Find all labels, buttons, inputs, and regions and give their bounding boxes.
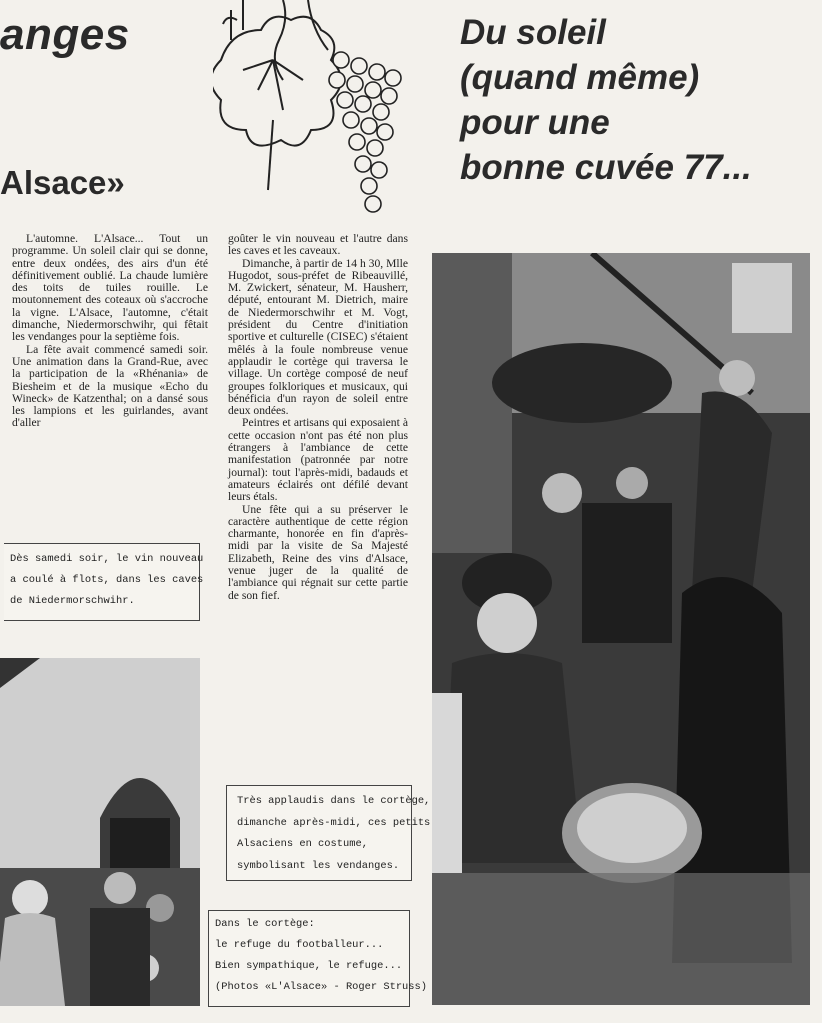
article-paragraph: L'automne. L'Alsace... Tout un programme. Un soleil clair qui se donne, entre deux ondées, des airs d'un été définitivement oublié. La chaude lumière des toits de tuiles rouille. Le moutonnement des coteaux où s'accroche la vigne. L'Alsace, l'automne, c'était dimanche, Niedermorschwihr, qui fêtait les vendanges pour la septième fois. [12,232,208,344]
photo-children-procession [432,253,810,1005]
caption-line: Alsaciens en costume, [237,838,368,850]
headline-right-line-4: bonne cuvée 77... [460,148,752,187]
headline-right-line-3: pour une [460,103,610,142]
caption-line: (Photos «L'Alsace» - Roger Struss) [215,981,428,993]
article-column-2 [228,233,408,602]
headline-right [460,10,810,190]
headline-right-line-1: Du soleil [460,13,606,52]
photo-caption-box [4,543,204,621]
article-paragraph: Une fête qui a su préserver le caractère authentique de cette région charmante, honorée en fin d'après-midi par la visite de Sa Majesté Elizabeth, Reine des vins d'Alsace, venue juger de la qualité de l'ambiance qui régnait sur cette partie de son fief. [228,502,408,602]
caption-line: Dès samedi soir, le vin nouveau [10,553,204,565]
caption-line: a coulé à flots, dans les caves [10,574,204,586]
caption-line: Très applaudis dans le cortège, [237,795,431,807]
headline-left-fragment: anges [0,10,130,59]
grape-vine-illustration [213,0,413,220]
article-paragraph: Peintres et artisans qui exposaient à cette occasion n'ont pas été non plus étrangers à l'ambiance de cette manifestation (patronnée par notre journal): tout l'après-midi, badauds et amateurs éclairés ont défilé devant leurs étals. [228,416,408,504]
caption-line: Dans le cortège: [215,918,315,930]
article-paragraph: Dimanche, à partir de 14 h 30, Mlle Hugodot, sous-préfet de Ribeauvillé, M. Zwickert, sénateur, M. Hausherr, député, entourant M. Dietrich, maire de Niedermorschwihr et M. Vogt, président du Centre d'initiation sportive et culturelle (CISEC) s'étaient mêlés à la foule nombreuse venue applaudir le cortège qui traversa le village. Un cortège composé de neuf groupes folkloriques et musicaux, qui bénéficia d'un rayon de soleil entre deux ondées. [228,256,408,418]
caption-line: Bien sympathique, le refuge... [215,960,403,972]
grape-vine-icon [213,0,413,220]
article-paragraph: La fête avait commencé samedi soir. Une animation dans la Grand-Rue, avec la participation de la «Rhénania» de Biesheim et de la musique «Echo du Wineck» de Katzenthal; on a dansé sous les lampions et les guirlandes, avant d'aller [12,342,208,430]
caption-line: le refuge du footballeur... [215,939,384,951]
photo-caption-box [208,910,428,1007]
caption-line: de Niedermorschwihr. [10,595,135,607]
article-paragraph: goûter le vin nouveau et l'autre dans les caves et les caveaux. [228,232,408,258]
caption-line: symbolisant les vendanges. [237,859,400,872]
photo-crowd-church [0,658,200,1006]
headline-left-subtitle: Alsace» [0,164,125,201]
article-column-1 [12,233,208,430]
caption-line: dimanche après-midi, ces petits [237,816,431,829]
photo-caption-box [226,785,431,881]
headline-right-line-2: (quand même) [460,58,700,97]
